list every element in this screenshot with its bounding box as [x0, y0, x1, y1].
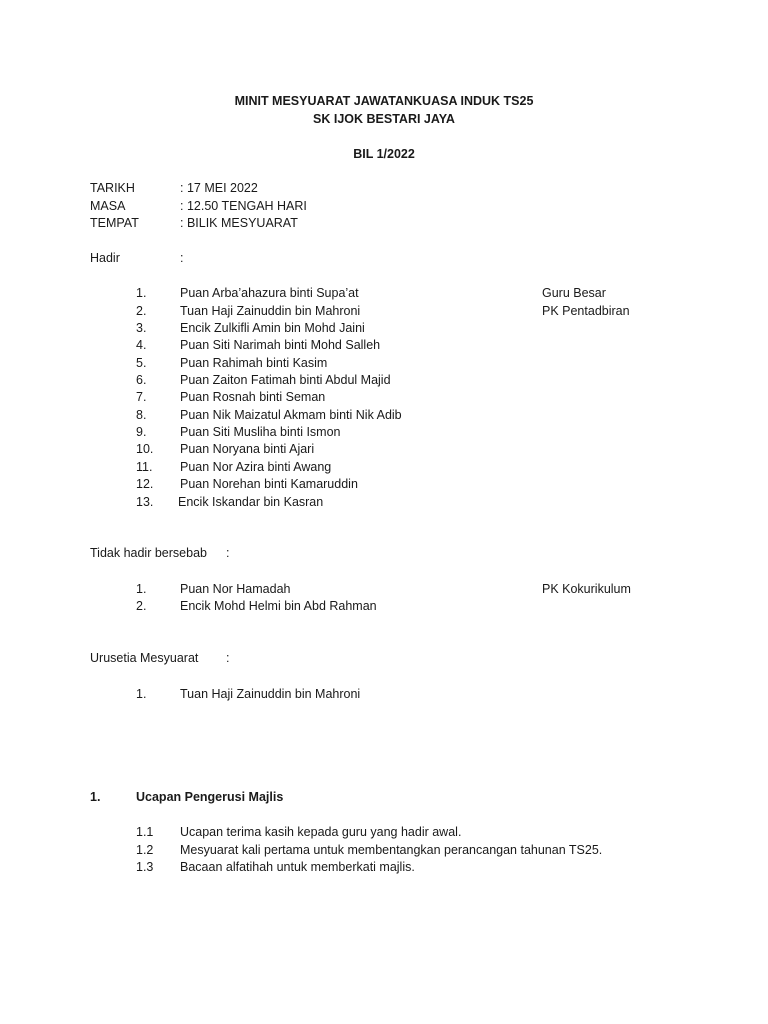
list-item-number: 1. — [136, 286, 147, 300]
absent-label: Tidak hadir bersebab — [90, 546, 207, 560]
list-item — [0, 355, 768, 372]
secretariat-label: Urusetia Mesyuarat — [90, 651, 199, 665]
list-item-name: Encik Zulkifli Amin bin Mohd Jaini — [180, 321, 365, 335]
list-item-role: PK Pentadbiran — [542, 303, 630, 318]
hadir-colon: : — [180, 251, 184, 265]
list-item-name: Puan Rosnah binti Seman — [180, 390, 326, 404]
list-item-number: 11. — [136, 459, 153, 474]
list-item-name: Encik Iskandar bin Kasran — [178, 495, 324, 509]
list-item-number: 5. — [136, 355, 147, 370]
list-item-name: Puan Nor Hamadah — [180, 582, 291, 596]
list-item-number: 1.1 — [136, 825, 154, 839]
absent-heading — [0, 545, 768, 562]
meta-value: : 12.50 TENGAH HARI — [180, 199, 307, 213]
list-item-name: Puan Rahimah binti Kasim — [180, 355, 328, 370]
list-item-name: Encik Mohd Helmi bin Abd Rahman — [180, 599, 377, 613]
list-item-role: Guru Besar — [542, 286, 606, 300]
list-item-number: 12. — [136, 477, 154, 491]
meta-label: TEMPAT — [90, 216, 139, 230]
list-item-name: Puan Nor Azira binti Awang — [180, 459, 332, 474]
school-name: SK IJOK BESTARI JAYA — [313, 112, 455, 126]
meta-row-date — [0, 180, 768, 197]
list-item — [0, 476, 768, 493]
secretariat-colon: : — [226, 651, 230, 665]
list-item-name: Puan Arba’ahazura binti Supa’at — [180, 286, 359, 300]
list-item-name: Tuan Haji Zainuddin bin Mahroni — [180, 303, 361, 318]
document-title: MINIT MESYUARAT JAWATANKUASA INDUK TS25 — [234, 94, 534, 108]
list-item — [0, 424, 768, 441]
list-item-text: Bacaan alfatihah untuk memberkati majlis. — [180, 860, 415, 874]
list-item-number: 9. — [136, 425, 147, 439]
meta-value: : 17 MEI 2022 — [180, 181, 258, 195]
list-item-role: PK Kokurikulum — [542, 582, 631, 596]
list-item-name: Puan Siti Narimah binti Mohd Salleh — [180, 338, 381, 352]
list-item-number: 1.3 — [136, 860, 154, 874]
list-item-text: Ucapan terima kasih kepada guru yang hadir awal. — [180, 825, 462, 839]
list-item-name: Puan Nik Maizatul Akmam binti Nik Adib — [180, 407, 402, 422]
meta-label: MASA — [90, 199, 126, 213]
list-item — [0, 686, 768, 703]
list-item — [0, 337, 768, 354]
list-item-name: Tuan Haji Zainuddin bin Mahroni — [180, 687, 361, 701]
list-item-number: 3. — [136, 321, 147, 335]
list-item-number: 2. — [136, 599, 147, 613]
section-title: Ucapan Pengerusi Majlis — [136, 790, 284, 804]
list-item-name: Puan Norehan binti Kamaruddin — [180, 477, 358, 491]
list-item — [0, 581, 768, 598]
list-item — [0, 824, 768, 841]
meta-value: : BILIK MESYUARAT — [180, 216, 298, 230]
list-item — [0, 303, 768, 320]
list-item — [0, 598, 768, 615]
meeting-number: BIL 1/2022 — [353, 147, 415, 161]
meta-label: TARIKH — [90, 181, 135, 195]
absent-colon: : — [226, 546, 230, 560]
list-item-number: 7. — [136, 390, 147, 404]
list-item-name: Puan Noryana binti Ajari — [180, 442, 315, 456]
list-item — [0, 285, 768, 302]
list-item-name: Puan Siti Musliha binti Ismon — [180, 425, 341, 439]
list-item — [0, 320, 768, 337]
list-item — [0, 459, 768, 476]
list-item — [0, 389, 768, 406]
list-item-number: 1. — [136, 687, 147, 701]
list-item-number: 4. — [136, 338, 147, 352]
list-item-number: 8. — [136, 407, 147, 422]
section-number: 1. — [90, 790, 101, 804]
list-item — [0, 441, 768, 458]
list-item-text: Mesyuarat kali pertama untuk membentangkan perancangan tahunan TS25. — [180, 843, 603, 857]
list-item — [0, 859, 768, 876]
list-item-name: Puan Zaiton Fatimah binti Abdul Majid — [180, 373, 391, 387]
meta-row-time — [0, 198, 768, 215]
section-heading — [0, 789, 768, 806]
hadir-heading — [0, 250, 768, 267]
list-item-number: 1. — [136, 582, 147, 596]
list-item-number: 6. — [136, 373, 147, 387]
list-item — [0, 372, 768, 389]
list-item-number: 13. — [136, 495, 154, 509]
meta-row-place — [0, 215, 768, 232]
list-item — [0, 842, 768, 859]
list-item-number: 1.2 — [136, 843, 154, 857]
list-item — [0, 494, 768, 511]
hadir-label: Hadir — [90, 251, 120, 265]
list-item — [0, 407, 768, 424]
list-item-number: 2. — [136, 303, 147, 318]
list-item-number: 10. — [136, 442, 154, 456]
secretariat-heading — [0, 650, 768, 667]
